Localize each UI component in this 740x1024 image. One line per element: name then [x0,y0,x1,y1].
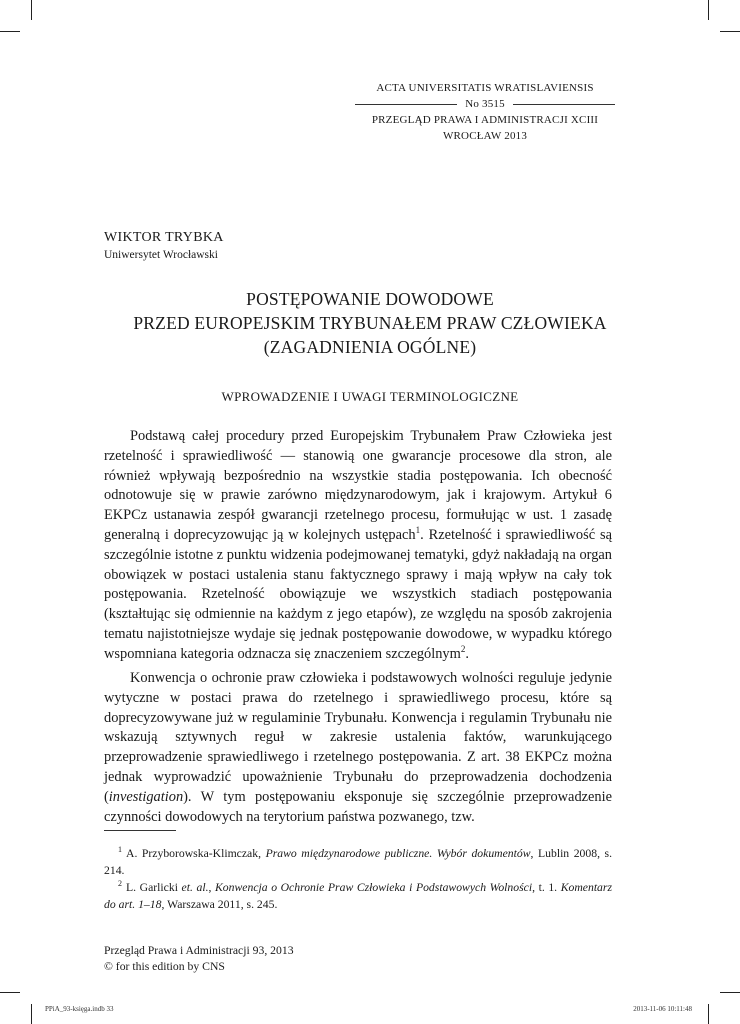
crop-mark-top-left-h [0,31,20,32]
paragraph-2-text-a: Konwencja o ochronie praw człowieka i podstawowych wolności reguluje jedynie wytyczne w postaci prawa do rzetelnego i sprawiedliwego procesu, które są doprecyzowywane już w regulaminie Trybunału. Konwencja i regulamin Trybunału nie wskazują sztywnych reguł w zakresie ustalenia faktów, warunkującego przeprowadzenie sprawiedliwego i rzetelnego postępowania. Z art. 38 EKPCz można jednak wyprowadzić upoważnienie Trybunału do przeprowadzenia dochodzenia ( [104,670,612,805]
journal-rule-left [355,104,457,105]
journal-name: ACTA UNIVERSITATIS WRATISLAVIENSIS [376,82,594,94]
journal-place-year: WROCŁAW 2013 [442,130,528,142]
title-line-3: (ZAGADNIENIA OGÓLNE) [263,337,477,357]
footnote-2-italic-b: Konwencja o Ochronie Praw Człowieka i Podstawowych Wolności [215,881,533,894]
paragraph-2-text-b: ). W tym postępowaniu eksponuje się szczególnie przeprowadzenie czynności dowodowych na terytorium państwa pozwanego, tzw. [104,788,612,825]
footnote-ref-2[interactable]: 2 [460,643,466,654]
journal-series: PRZEGLĄD PRAWA I ADMINISTRACJI XCIII [371,114,599,126]
footnote-1-italic: Prawo międzynarodowe publiczne. Wybór dokumentów [265,847,531,860]
footnote-2 [104,879,612,913]
crop-mark-top-right-v [708,0,709,20]
slug-file: PPiA_93-księga.indb 33 [45,1005,114,1013]
footnote-separator [104,830,176,831]
paragraph-1-text-b: . Rzetelność i sprawiedliwość są szczególnie istotne z punktu widzenia podejmowanej tematyki, gdyż nakładają na organ obowiązek w postaci ustalenia stanu faktycznego sprawy i mają wpływ na cały tok postępowania. Rzetelność obowiązuje we wszystkich stadiach postępowania (kształtując się odmiennie na każdym z jego etapów), ze względu na sposób zakrojenia tematu najistotniejsze wydaje się jednak postępowanie dowodowe, w wypadku którego wspomniana kategoria odznacza się znaczeniem szczególnym [104,526,612,662]
journal-number: No 3515 [465,98,505,110]
article-title [100,287,640,359]
footnote-1-mark: 1 [118,845,122,855]
paragraph-1-text-a: Podstawą całej procedury przed Europejskim Trybunałem Praw Człowieka jest rzetelność i sprawiedliwość — stanowią one gwarancje procesowe dla stron, ale również wpływają bezpośrednio na wszystkie stadia postępowania. Ich obecność odnotowuje się w prawie zarówno międzynarodowym, jak i krajowym. Artykuł 6 EKPCz ustanawia zespół gwarancji rzetelnego procesu, formułując w ust. 1 zasadę generalną i doprecyzowując ją w kolejnych ustępach [104,428,612,543]
crop-mark-bottom-right-h [720,992,740,993]
footnote-1 [104,845,612,879]
footnote-2-text-d: , Warszawa 2011, s. 245. [161,898,278,911]
journal-header [355,80,615,144]
footer-line-2: © for this edition by CNS [104,960,225,973]
author-name: WIKTOR TRYBKA [104,230,224,245]
title-line-2: PRZED EUROPEJSKIM TRYBUNAŁEM PRAW CZŁOWIEKA [133,313,607,333]
journal-number-row [355,96,615,112]
footnote-1-text-b: , Lublin 2008, s. 214. [104,847,612,877]
footnote-2-italic-a: et. al. [181,881,209,894]
slug-timestamp: 2013-11-06 10:11:48 [633,1005,692,1013]
paragraph-1-text-c: . [465,645,469,662]
paragraph-1 [104,427,612,665]
paragraph-2-italic: investigation [108,788,184,805]
footnote-2-text-c: , t. 1. [532,881,561,894]
footnote-2-mark: 2 [118,879,122,889]
section-heading: WPROWADZENIE I UWAGI TERMINOLOGICZNE [221,389,519,404]
footnote-2-text-a: L. Garlicki [126,881,182,894]
crop-mark-bottom-left-v [31,1004,32,1024]
crop-mark-bottom-right-v [708,1004,709,1024]
footnote-2-text-b: , [208,881,216,894]
paragraph-2 [104,669,612,827]
footnote-ref-1[interactable]: 1 [415,525,421,536]
crop-mark-bottom-left-h [0,992,20,993]
crop-mark-top-right-h [720,31,740,32]
footnote-2-italic-c: Komentarz do art. 1–18 [104,881,613,911]
author-affiliation: Uniwersytet Wrocławski [104,249,218,261]
title-line-1: POSTĘPOWANIE DOWODOWE [246,289,494,309]
page-footer [104,943,294,975]
journal-rule-right [513,104,615,105]
footer-line-1: Przegląd Prawa i Administracji 93, 2013 [104,944,294,957]
footnote-1-text-a: A. Przyborowska-Klimczak, [126,847,266,860]
crop-mark-top-left-v [31,0,32,20]
